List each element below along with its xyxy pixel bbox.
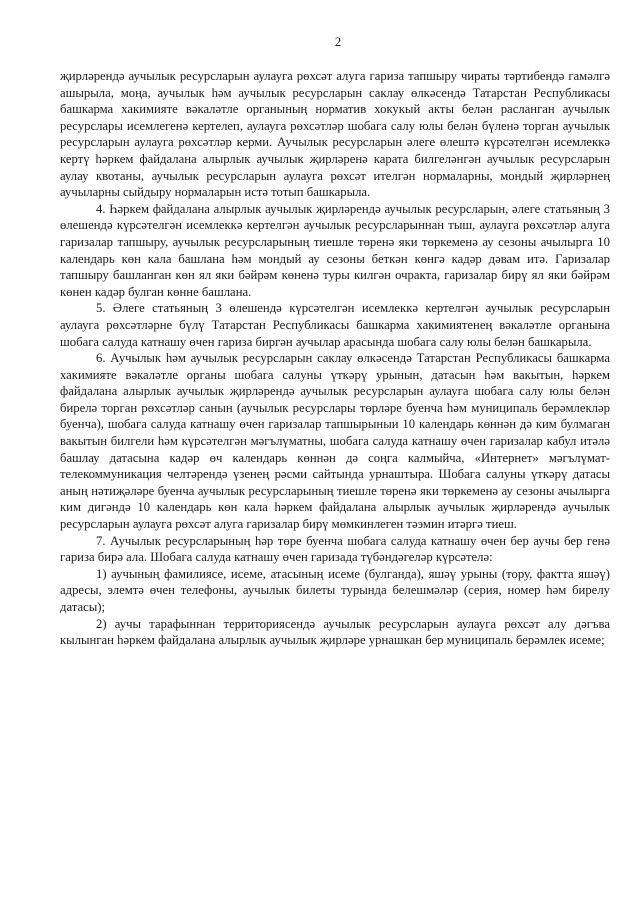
paragraph-item-4: 4. Һәркем файдалана алырлык аучылык җирләрендә аучылык ресурсларын, әлеге статьяның 3 өлешендә күрсәтелгән исемлеккә кертелгән аучылык ресурсларыннан тыш, аулауга рөхсәтләр алуга гаризалар тапшыру, аучылык ресурсларының тиешле төренә яки төркеменә ау сезоны ачылырга 10 календарь көн кала башлана һәм мондый ау сезоны беткән көнгә кадәр дәвам итә. Гаризалар тапшыру башланган көн ял яки бәйрәм көненә туры килгән очракта, гаризалар бирү ял яки бәйрәм көнен кадәр булган көнне башлана. (60, 201, 610, 299)
list-item-1: 1) аучының фамилиясе, исеме, атасының исеме (булганда), яшәү урыны (тору, фактта яшәү) адресы, элемтә өчен телефоны, аучылык билеты турында белешмәләр (серия, номер һәм бирелу датасы); (60, 566, 610, 614)
paragraph-item-5: 5. Әлеге статьяның 3 өлешендә күрсәтелгән исемлеккә кертелгән аучылык ресурсларын аулауга рөхсәтләрне бүлү Татарстан Республикасы башкарма хакимиятенең вәкаләтле органына шобага салуда катнашу өчен гариза биргән аучылар арасында шобага салу юлы белән башкарыла. (60, 301, 610, 349)
paragraph-item-6: 6. Аучылык һәм аучылык ресурсларын саклау өлкәсендә Татарстан Республикасы башкарма хакимияте вәкаләтле органы шобага салуны үткәрү урынын, датасын һәм вакытын, һәркем файдалана алырлык аучылык җирләрендә аучылык ресурсларын аулауга шобага салу юлы белән бирелә торган рөхсәтләр санын (аучылык ресурслары төрләре буенча һәм муниципаль берәмлекләр буенча), шобага салуда катнашу өчен гаризалар тапшырыныи 10 календарь көннән дә ким булмаган вакытын билгели һәм күрсәтелгән мәгълүматны, шобага салуда катнашу өчен гаризалар кабул итәлә башлау датасына кадәр өч календарь көннән дә соңга калмыйча, «Интернет» мәгълүмат-телекоммуникация челтәрендә үзенең рәсми сайтында урнаштыра. Шобага салуны үткәрү датасы аның нәтиҗәләре буенча аучылык ресурсларының тиешле төренә яки төркеменә ау сезоны ачылырга ким дигәндә 10 календарь көн кала һәркем файдалана алырлык аучылык җирләрендә аучылык ресурсларын аулауга рөхсәт алуга гаризалар бирү мөмкинлеген тәэмин итәргә тиеш. (60, 351, 610, 532)
page-number: 2 (334, 35, 342, 49)
list-item-2: 2) аучы тарафыннан территориясендә аучылык ресурсларын аулауга рөхсәт алу дәгъва кылынган һәркем файдалана алырлык аучылык җирләре урнашкан бер муниципаль берәмлек исеме; (60, 616, 610, 648)
paragraph-item-7: 7. Аучылык ресурсларының һәр төре буенча шобага салуда катнашу өчен бер аучы бер генә гариза бирә ала. Шобага салуда катнашу өчен гаризада түбәндәгеләр күрсәтелә: (60, 533, 610, 565)
paragraph-continued: җирләрендә аучылык ресурсларын аулауга рөхсәт алуга гариза тапшыру чираты тәртибендә гамәлгә ашырыла, моңа, аучылык һәм аучылык ресурсларын саклау өлкәсендә Татарстан Республикасы башкарма хакимияте вәкаләтле органының норматив хокукый акты белән расланган аучылык ресурслары исемлегенә кертелеп, аулауга рөхсәтләр шобага салу юлы белән бүленә торган аучылык ресурсларын аулауга рөхсәтләр керми. Аучылык ресурсларын әлеге өлештә күрсәтелгән исемлеккә кертү һәркем файдалана алырлык аучылык җирләренә карата билгеләнгән аучылык ресурсларын аулау квотаны, аучылык ресурсларын аулауга рөхсәт ителгән нормаларны, мондый җирләрнең аучыларны сыйдыру нормаларын истә тотып башкарыла. (60, 69, 610, 200)
